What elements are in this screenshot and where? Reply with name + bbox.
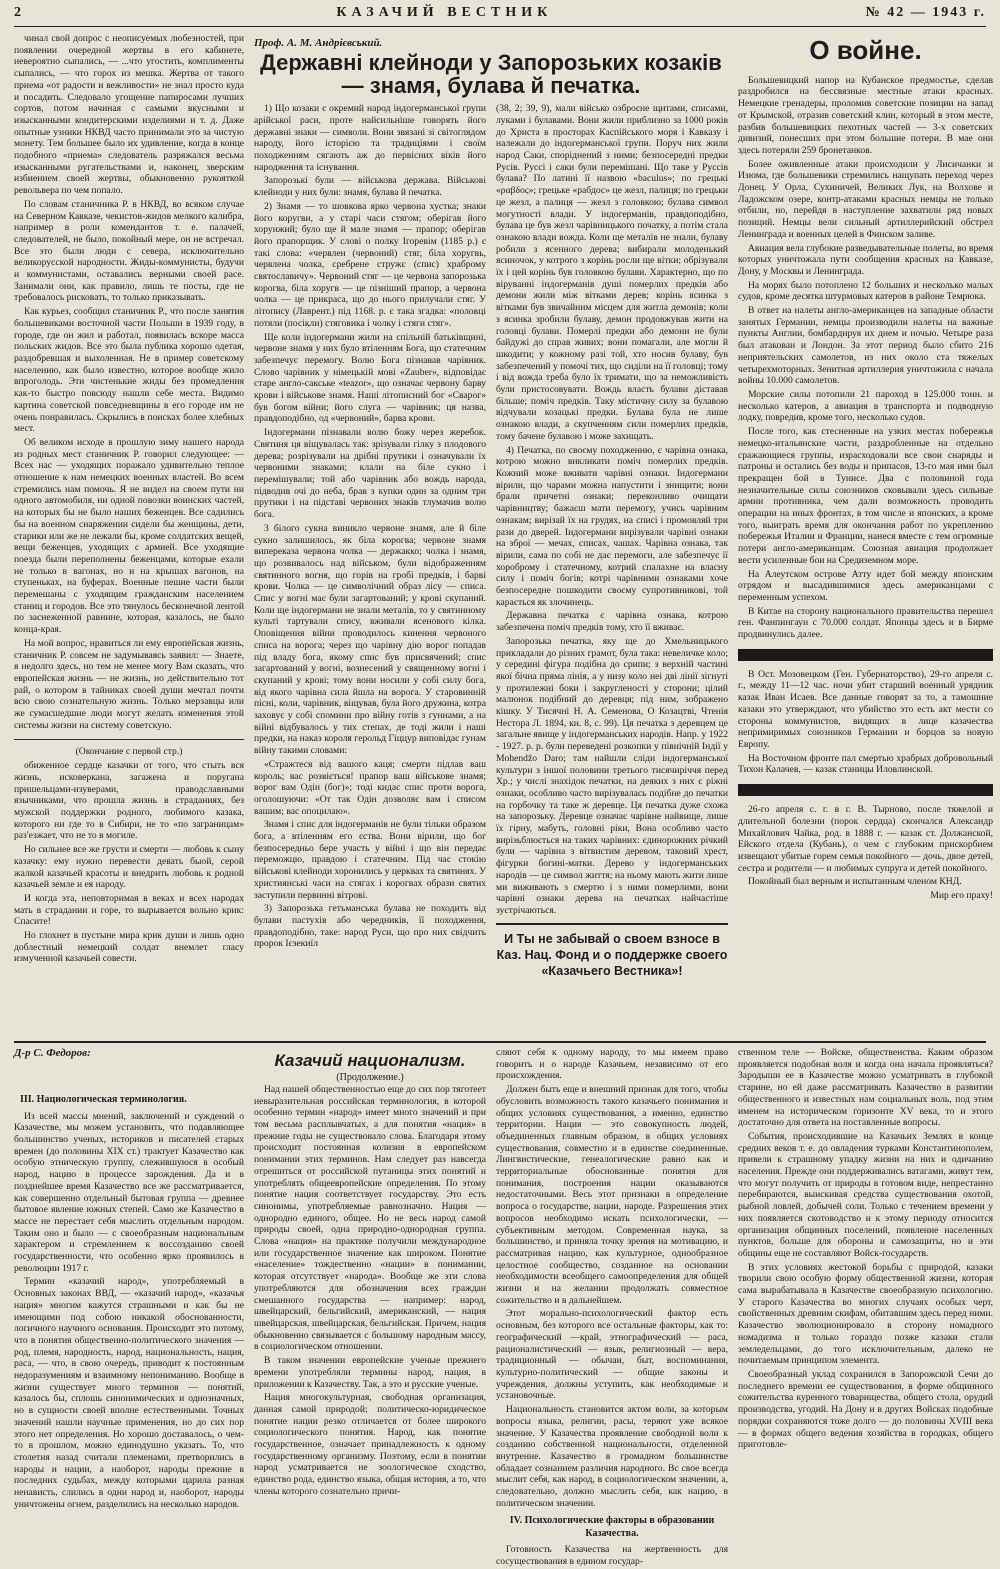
article-title: Казачий национализм.: [274, 1051, 466, 1070]
ukrainian-article: [254, 33, 728, 1033]
paragraph: 3) Запорозька гетьманська булава не походить від булави пастухів або чередників, її походження, правдоподібно, таке: народ Руси, що про них свідчить пророк Ієзекиїл: [254, 903, 486, 950]
paragraph: Национальность становится актом воли, за которым вопросы языка, религии, расы, теряют уже всякое значение. У Казачества проявление свободной воли к созданию собственной национальности, отделенной внутренне. Казачество в громадном большинстве обладает сознанием различия народного. Вс свое всегда мыслит себя, как народ, в социологическом значении, а, следовательно, должно мыслить себя, как нацию, в политическом значении.: [496, 1404, 728, 1509]
paragraph: Покойный был верным и испытанным членом КНД.: [748, 876, 962, 888]
newspaper-title: КАЗАЧИЙ ВЕСТНИК: [336, 5, 553, 20]
paragraph: События, происходившие на Казачьих Землях в конце средних веков т. е. до овладения турками Константинополем, привели к страшному упадку жизни на них и одичанию населения. Прежде они поддерживались ватагами, живут тем, что могут получить от природы в готовом виде, непрестанно перебираются, выискивая средства существования охотой, рыбной ловлей, добычей соли. Только с течением времени у них появляется скотоводство и к этому периоду относится организация общинных поселений, появление населенных пунктов, больше для обороны и самозащиты, но и эти общины еще не составляют Войск-государств.: [738, 1130, 993, 1259]
paragraph: Термин «казачий народ», употребляемый в Основных законах ВВД, — «казачий народ», «казачья нация» многим кажутся страшными и как бы не имеющими под собою никакой обоснованности, логичного научного основания. Происходит это потому, что в понятия общественно-политического значения — род, племя, народность, народ, национальность, нация, раса, — что, в свою очередь, приводит к постоянным недоразумениям и взаимному непониманию. Вообще в жизни существует много терминов — понятий, казалось бы, сплошь синонимических и однозначных, но в сущности своей вполне естественными. Точных значений нашли научные применения, но до сих пор этого нет определения. Но хорошо доставалось, о чем-то в прошлом, можно единодушно указать. То, что столетия назад считали племенами, претворились в народы и нации, а наоборот, народы прежние в последних судьбах, между которыми царила разная ненависть, слились в одни народ и, наоборот, народы уничтожены огнем, разделились на несколько народов.: [14, 1276, 244, 1510]
paragraph: В Китае на сторону национального правительства перешел ген. Фанпингаун с 70.000 солдат. Японцы здесь и в Бирме продвинулись далее.: [738, 605, 993, 641]
paragraph: Мир его праху!: [930, 890, 993, 902]
article-body: [254, 103, 728, 1033]
paragraph: Індогермани пізнавали волю божу через жеребок. Святиня ця віщувалась так: зрізували гілку з плодового дерева; розрізували на дрібні прутики і означували їх червоними знаками; клали на біле сукно і перемішували; той або чарівник або вождь народа, підводив очі до неба, брав з купки один за одним три прутики і на підставі червоних знаків тлумачив волю бога.: [254, 427, 486, 521]
section-heading: III. Нациологическая терминология.: [20, 1094, 187, 1106]
paragraph: Своеобразный уклад сохранился в Запорожской Сечи до последнего времени ее существования, в форме общинного сожительства куренного товарищества, общего стола, орудий производства, угодий. На Дону и в других Войсках подобные порядки сохраняются тоже долго — до половины XVIII века — в формах общего ведения хозяйства в городках, общего приготовле-: [738, 1368, 993, 1451]
paragraph: Запорозька печатка, яку ще до Хмельницького прикладали до різних грамот, була така: невеличке коло; у середині фігура подібна до срипи; з верхній частині якої бічна пряма лінія, а у низу коло неі дві лінії зігнуті у протилежні боки і закругленості у сторони; цілий малюнок подібний до деревця; під ним, зображено кішку. У Тисячні Н. А. Семенова, О Козацтві, Чтенія Нестора Л. 1894, кн. 8, с. 99). Ця печатка з деревцем це загальне явище у індогерманських народів. Напр. у 1922 - 1927. р. р. були переведені розкопки у північній Індії у Mohendžo Daro; там найшли сліди індогерманської культури з іншої половини третього тисячиріччя перед Хр.; у числі знахідок печатки, на деяких з них є ріжні ознаки, особливо часто вирізувалась подібне до печатки на горбочку та таке ж деревце. Ця печатка дуже схожа на запорозьку. Деревце означає чарівне найвище, лише їх гірну, мабуть, головні ріки, Вона особливо часто вирізьблюється на таких чарівних: єдинорожних річкий були — чарівна з вітвистим деревом, таковий хрест, фігурки богині-матки. Дерево у індогерманських народів — це символ життя; на ньому мають жити лише ми виживають з смертю і з ними померлими, вони чарівні ознаки дерева на печатках найчастіше зустрічаються.: [496, 635, 728, 916]
paragraph: обиженное сердце казачки от того, что стыть вся жизнь, исковеркана, загажена и поругана пришельцами-изуверами, праводславными язычниками, что прошла жизнь в страданиях, без мужской поддержки родного, любимого казака, которого ни где то в Сибири, не то «по заграницам» раз'езжает, что не то в могиле.: [14, 760, 244, 842]
paragraph: В этих условиях жестокой борьбы с природой, казаки творили свою особую форму общественной жизни, которая сама вырабатывала в Казачестве своеобразную психологию. У старого Казачества во многих случаях особых черт, свойственных древним скифам, обитавшим здесь перед ними. Казачество эволюционировало в сторону номадного номадизма и только гораздо позже казаки стали земледельцами, до того исключительным, далеко не почитаемым принципом элемента.: [738, 1261, 993, 1367]
column-1: [14, 33, 244, 1033]
donation-appeal: И Ты не забывай о своем взносе в Каз. Нац. Фонд и о поддержке своего «Казачьего Вестника»!: [496, 923, 728, 980]
paragraph: Большевицкий напор на Кубанское предмостье, сделав раздробился на бессвязные местные атаки красных. Немецкие гренадеры, проломив советские позиции на запад от Крымской, отразив советский клин, который в этом месте, разбив большевицких пехотных частей — 3-х советских дивизий, понесших при этом большие потери. В мае они здесь потеряли 259 бронетанков.: [738, 74, 993, 156]
paragraph: Должен быть еще и внешний признак для того, чтобы обусловить возможность такого казачьего понимания и общих условиях существования, а именно, единство территории. Нация — это совокупность людей, объединенных главным образом, в общих условиях существования, совместно и в единстве соединенные. Лингвистические, генеалогические равно как и территориальные обоснованные понятия для понимания, построения нации оказываются недостаточными. Весь этот признаки в определение вопроса о государстве, нации, народе. Разрешения этих вопросов необходимо искать психологически, — субъективным методом. Современная наука, за большинство, и приняла точку зрения на мотивацию, и рассматривая нацию, как культурное, однообразное целостное сообщество, созданное на основании необходимости всеобщего самоопределения для общей жизни и на желании продолжать совместное сожительство и в дальнейшем.: [496, 1084, 728, 1306]
paragraph: Этот морально-психологический фактор есть основным, без которого все остальные факторы, как то: географический —край, этнографический — раса, рационалистический — язык, религиозный — вера, традиционный — обычаи, быт, воспоминания, культурно-политический — общие законы и учреждения, должны уступить, как необходимые и установочные.: [496, 1308, 728, 1402]
paragraph: Готовность Казачества на жертвенность для сосуществования в едином государ-: [496, 1543, 728, 1567]
paragraph: В Ост. Мозовецком (Ген. Губернаторство), 29-го апреля с. г., между 11—12 час. ночи убит старший военный урядник казак Иван Исаев. Все данные говорят за то, а тамошние казаки это утверждают, что убийство это есть акт мести со стороны коммунистов, видящих в лице казачества непримиримых союзников Германии и борцов за новую Европу.: [738, 668, 993, 750]
issue-number: № 42 — 1943 г.: [865, 5, 986, 20]
column-4: [738, 33, 993, 1033]
article-author: Проф. А. М. Андрієвський.: [254, 37, 383, 49]
bottom-column-3: [496, 1047, 728, 1569]
paragraph: Над нашей общественностью еще до сих пор тяготеет невыразительная российская терминология, в которой особенно термин «народ» имеет много значений и при том весьма расплывчатых, а для понятия «нация» в прежние годы не существовало слова. Благодаря этому происходит постоянная колизия в европейском понимании этих терминов. Нам следует раз навсегда отрешиться от российской путаницы этих понятий и употреблять общеевропейские определения. По этому понятие нация соответствует государству. Это есть синонимы, употребляемые равнозначно. Нация — однородно единого, общее. Но не весь народ самой природы своей, одна природно-однородная группа. Слова «нация» на практике получили международное или государственное значение как широком. Понятие «население» тождественно «нации» в понимании, которая отсутствует «народа». Вообще же эти слова употребляются для обозначения всех граждан смешанного государства — например: народ, швейцарский, бельгийский, американский, — нация швейцарская, швейцарская, бельгийская. Причем, нация обыкновенно связывается с большому народным массу, в социологическом отношении.: [254, 1083, 486, 1353]
paragraph: Морские силы потопили 21 пароход в 125.000 тонн. и несколько катеров, а авиация в транспорта и подводную лодку, повредив, кроме того, несколько судов.: [738, 389, 993, 424]
paragraph: Из всей массы мнений, заключений и суждений о Казачестве, мы можем установить, что подавляющее большинство ученых, историков и писателей старых времен (до половины XIX ст.) трактует Казачество как особую этническую группу, слежившуюся в особый народ, нацию в процессе зарождения. Да и в позднейшее время Казачество все же рассматривается, как совершенно отдельный бытовая группа — древнее бытовое явление южных степей. Само же Казачество в массе не перестает себя мыслить отдельным народом. Таким оно и было — с своеобразным национальным характером и стремлением к воссозданию своей государственности, что особенно ярко проявилось в революции 1917 г.: [14, 1110, 244, 1274]
paragraph: 26-го апреля с. г. в г. В. Тырново, после тяжелой и длительной болезни (порок сердца) скончался Александр Михайлович Чайка, род. в 1888 г. — казак ст. Должанской, Ейского отдела (Кубань), о чем с глубоким прискорбием извещают убитые горем семья покойного — дочь, двое детей, сестра и родители — и любимых супруга и детей покойного.: [738, 804, 993, 874]
paragraph: После того, как стесненные на узких местах побережья немецко-итальянские части, раздробленные на отдельно сражающиеся группы, израсходовали все свои снаряды и патроны и остались без воды и припасов, 13-го мая ими был прекращен бой в Тунисе. Два с половиной года незначительные силы союзников сковывали здесь сильные армии противника, чем дали возможность проводить операции на иных фронтах, в том числе и японских, а кроме того, выиграть время для окончания работ по укреплению побережья Италии и Франции, нанеся вместе с тем огромные потери англо-американцам. Союзная авиация продолжает вести усиленные бои на Средиземном море.: [738, 426, 993, 566]
continuation-label: (Окончание с первой стр.): [75, 746, 183, 758]
bottom-section: [14, 1047, 993, 1567]
paragraph: сляют себя к одному народу, то мы имеем право говорить и о народе Казачьем, независимо от его происхождения.: [496, 1047, 728, 1082]
paragraph: ственном теле — Войске, общественства. Каким образом проявляется подобная воля и когда она начала проявляться? Зародыши ее в Казачестве можно усматривать в глубокой старине, но ей даже рассматривать Казачество в развитии общественного и известных нам социальных воль, под этим именем на историческом горизонте XV века, то и этого достаточно для ответа на поставленные вопросы.: [738, 1047, 993, 1129]
paragraph: На мой вопрос, нравиться ли ему европейская жизнь, станичник Р. совсем не задумываясь заявил: — Знаете, я недолго здесь, но тем не менее могу Вам сказать, что европейская жизнь — не жизнь, но действительно тот рай, о котором в тайниках своей души мечтал почти всю свою сознательную жизнь. Только мерзавцы или же сумасшедшие люди могут желать изменения этой системы жизни на систему советскую.: [14, 637, 244, 731]
paragraph: Державна печатка є чарівна ознака, котрою забезпечена поміч предків тому, хто її вживає.: [496, 610, 728, 634]
black-divider-bar: [738, 649, 993, 661]
paragraph: Об великом исходе в прошлую зиму нашего народа из родных мест станичник Р. говорил следующее: — Всех нас — уходящих поражало удивительно теплое отношение к нам немецких военных властей. Во всем стремились нам помочь. Я не видел на своем пути ни одного автомобиля, ни одной повозки воинских частей, на которых бы не было наших беженцев. Все садились бы на военном снаряжении сидели бы женщины, дети, старики или же не лежали бы, кроме солдатских вещей, вещи беженцев, уходящих с армией. Все уходящие поезда были переполнены беженцами, которые ехали не только в вагонах, но и на крышах вагонов, на ступеньках, на буферах. Военные пешие части были перемешаны с уходящим гражданским населением станиц и городов. Все это тянулось бесконечной лентой по заснеженной равнине, которая, казалось, не было конца-края.: [14, 436, 244, 636]
paragraph: И когда эта, неповторимая в веках и всех народах мать в страдании и горе, то вырывается вольно крик: Спасите!: [14, 892, 244, 928]
paragraph: Ще коли індогермани жили на спільній батьківщині, червоне знамя у них було втіленням Бога, що статечним забезпечує перемогу. Волю Бога пізнавав чарівник. Слово чарівник у німецькій мові «Zauber», відповідає старе англо-сакське «teazor», що означає червону барву крови і військове знамя. Наші літописний бог «Сварог» був богом війни; його слуга — чарівник; ця назва, правдоподібно, од «червоний», барва крови.: [254, 331, 486, 425]
paragraph: (38, 2; 39, 9), мали військо озброєне щитами, списами, луками і булавами. Вони жили приблизно за 1000 років до Христа в просторах Каспійського моря і Кавказу і належали до індогерманської групи. Поруч них жили народ Саки, споріднений з ними; безпосередні предки Русів. Руссі і саки були перемішані. Що таке у Руссів булава? По латині її назвою «baculus»; по грецькі «ραβδος»; грецьке «рабдос» це жезл, палиця; по грецьки це жезл, а палиця — жезл з головкою; булава символ могутності влади. У індогерманів, правдоподібно, булава це був жезл чарівницького початку, а потім стала ознакою влади вожда. Коли ще металів не знали, булаву робили з ясенного дерева; вибирали молоденький ясиночок, у котрого з корінь росли ще вітки; обрізували їх і цей корінь був головкою булави. Характерно, що по віруванні індогерманів душі померлих предків або демони жили між вітками дерев; корінь ясинка з вітками був звичайним місцем для житла демонів; коли з ясинка зробили булаву, демон продовжував жити на головці булави. Померлі предки або демони не були байдужі до справ живих; вони помагали, але могли й шкодити; у кожному разі той, хто носив булаву, був забезпечений у помочі тих, що сиділи на її головці; тому і від вожда треба було їх тримати, що за неможливість були пристосовувати. Вождь власть булави діставав більше; поміч предків. Таку містичну силу за булавою відчували козацькі предки. Булава була не лише ознакою влади, а скупченням сили померлих предків, тому бачене булавою і може захищать.: [496, 103, 728, 442]
paragraph: 1) Що козаки є окремий народ індогерманської групи арійської раси, проте найсильніше говорять його державні знаки — символи. Вони звязані зі світоглядом народу, його історією та традиціями і своїм походженням сягають аж до первісних віків його народження та існування.: [254, 103, 486, 173]
page-number: 2: [14, 5, 23, 20]
column-2: [254, 103, 486, 1033]
paragraph: По словам станичника Р. в НКВД, во всяком случае на Северном Кавказе, чекистов-жидов мелкого калибра, например в роли комендантов т. е. палачей, следователей, не было, покойный мере, он не встречал. Все это были люди с севера, исключительно великорусской народности. Жиды-коммунисты, будучи и коммунистами, оставались верными своей расе. Занимали они, как правило, лишь те посты, где не требовалось рисковать, то только приказывать.: [14, 198, 244, 304]
paragraph: 2) Знамя — то шовкова ярко червона хустка; знаки його коругви, а у старі часи стягом; оберігав його хорунжий; було ще й мале знамя — прапор; оберігав його прапорщик. У слові о полку Ігоревім (1185 р.) є такі слова: «червлен (червоний) стяг, біла хоругвь, червлена чолка, сребрене стружє (спис) храброму святославичу». Червоний стяг — це червона запорозька корогва, біла хоругв — це пізніший прапор, а червона чолка — це прикраса, що до нього прилучали стяг. У літопису (Лаврент.) під 1168. р. є така згадка: «половці потяли (посікли) стяговика і чолку і стяги стяг».: [254, 200, 486, 329]
bottom-column-4: [738, 1047, 993, 1569]
bottom-column-1: [14, 1047, 244, 1569]
running-head: [14, 0, 986, 27]
column-3: [496, 103, 728, 1033]
section-heading: IV. Психологические факторы в образовании Казачества.: [509, 1515, 715, 1539]
paragraph: Запорозькі були — військова держава. Військові клейноди у них були: знамя, булава й печатка.: [254, 175, 486, 199]
article-subtitle: (Продолжение.): [336, 1071, 404, 1083]
paragraph: Как курьез, сообщил станичник Р., что после занятия большевиками восточной части Польши в 1939 году, в городе, где он жил и работал, появилась вскоре масса польских жидов. Все это была публика хорошо одетая, раздобревшая и выхоленная. Не в пример советскому населению, как было известно, которое вообще жило впроголодь. Эти чистенькие жиды без промедления как-то быстро повсюду нашли себе места. Видимо картина советской повседневщины в его городе им не очень понравилась. Скрылись в поисках более хлебных мест.: [14, 306, 244, 435]
section-divider: [14, 1041, 986, 1043]
paragraph: Но глохнет в пустыне мира крик души и лишь одно доблестный немецкий солдат внемлет гласу измученной казачьей совести.: [14, 930, 244, 965]
paragraph: В ответ на налеты англо-американцев на западные области занятых Германии, немцы производили налеты на важные пункты Англии, бомбардируя их днем и ночью. Четыре раза был атакован и Лондон. За этот период было сбито 216 неприятельских самолетов, из них около ста тяжелых четырехмоторных. Зенитная артиллерия уничтожила с начала войны 10.000 самолетов.: [738, 305, 993, 387]
paragraph: В таком значении европейские ученые прежнего времени употребляли термины народ, нация, в приложении к Казачеству. Так, а это и русские ученые.: [254, 1355, 486, 1390]
paragraph: «Стражтеся від вашого каця; смерти підлав ваш король; вас розвіється! прапор ваш військове знамя; ворог вам Одін (бог)»; тоді кидає спис проти ворога, оголошуючи: «От так Одін дозволяє вам і списом вашим; вас опоцилаю».: [254, 758, 486, 817]
article-author: Д-р С. Федоров:: [14, 1047, 91, 1059]
paragraph: 3 білого сукна виникло червоне знамя, але й біле сукно залишилось, як біла корогва; червоне знамя випереказа червона чолка — держакко; чолка і знамя, що розвивалось над військом, були відображенням святинного вогня, що горів на гробі предків, і барві крови. Чолка — це символічний образ лісу — списа. Спис у вогні має були загартований; у крові скупаний. Коли ще індогермани не знали металів, то у святинному культі тартували спису, вживали ясенового кілка. Оповіщення війни проводилось кинення червоного списа на ворога; через що чарівну дію ворог попадав під владу бога, якому спис був присвячений; спис загартований у вогні, вознесений у священному вогні і скупаний у крові; тому вони носили у собі силу бога, від якого чарівна сила йшла на ворога. У старовинній пісні, коли, чарівник, віщував, була його дружина, котра заховує у собі спомини про війну готів з гуннами, а на війні відбувалось у тих степах, де тоді жили і наші предки, на наказ короля герольд Гіццур виповідає гунам війну такими словами:: [254, 522, 486, 757]
paragraph: На Восточном фронте пал смертью храбрых добровольный Тихон Калачев, — казак станицы Иловлинской.: [738, 752, 993, 776]
bottom-column-2: [254, 1047, 486, 1569]
paragraph: На морях было потоплено 12 больших и несколько малых судов, кроме десятка штурмовых катеров в районе Темрюка.: [738, 279, 993, 303]
paragraph: На Алеутском острове Атту идет бой между японским отрядом и высадившимися здесь американцами с переменным успехом.: [738, 568, 993, 603]
paragraph: Но сильнее все же грусти и смерти — любовь к сыну казачку: ему нужно перевести девать быой, серой жалкой казачьей красоты и внедрить любовь к родной казачьей земле и ея народу.: [14, 844, 244, 891]
war-news-title: О войне.: [809, 35, 922, 65]
top-section: [14, 33, 993, 1033]
paragraph: 4) Печатка, по своєму походженню, є чарівна ознака, котрою можно викликати поміч померлих предків. Кожний може вживати чарівні ознаки. Індогермани вірили, що чарами можна напустити і знищити; вони брали причетні ознаки; переконливо очищати чарівництву; бажаєш мати перемогу, учись чарівним ознакам; вирізай їх на грудях, на списі і промовляй три рази до дверей. Індогермани вирізували чарівні ознаки на зброї — мечах, списах, чашах. Чарівна ознака, так вірили, сама по собі не дає перемоги, але забезпечує її хороброму і статечному, котрий спалахне на власну силу і поміч богів; котрі чарівними ознаками хоче безпосередне пошкодити своєму супротивникові, той карається як злочинець.: [496, 444, 728, 608]
article-heading: [254, 1051, 486, 1084]
divider: [14, 739, 244, 740]
paragraph: Авиация вела глубокие разведывательные полеты, во время которых уничтожала пути сообщения красных на Кавказе, Дону, у Москвы и Ленинграда.: [738, 242, 993, 277]
paragraph: чинал свой допрос с неописуемых любезностей, при появлении очередной жертвы в его кабинете, невероятно сыпались, — ...что угостить, комплименты сыпались, — что горох из мешка. Жертва от такого приема «от радости и вежливости» не знал просто куда и посадить. Следовало угощение папиросами лучших сортов, потом начиная с самыми вкусными и изысканными кондитерскими изделиями и т. д. Даже опытные узники НКВД часто принимали это за чистую монету. Тем большее было их удивление, когда в конце подобного «приема» следователь разряжался весьма изысканными ругательствами и, наконец, зверским избиением своей жертвы, обыкновенно рукояткой револьвера по чем попало.: [14, 33, 244, 197]
paragraph: Более оживленные атаки происходили у Лисичанки и Изюма, где большевики стремились нащупать переход через Донец. У Орла, Сухиничей, Великих Лук, на Волхове и Ладожском озере, контр-атаками красных немцы не только отбили, но, перейдя в наступление захватили ряд новых позиций. Немцы вели сильный артиллерийский обстрел Ленинграда и военных целей в Финском заливе.: [738, 158, 993, 240]
paragraph: Нация многокультурная, свободная организация, данная самой природой; политическо-юридическое понятие нации резко отличается от более широкого социологического понятия. Народ, как понятие государственное, означает принадлежность к одному государственному организму. Поэтому, если в понятии народ усматривается не зоологическое сходство, единство рода, единство языка, общая история, а то, что члены которого сознательно причи-: [254, 1392, 486, 1497]
paragraph: Знамя і спис для індогерманів не були тільки образом бога, а втіленням его єства. Вони вірили, що бог безпосередньо бере участь у війні і що він передає переможцю, правдою і статечним. Під час стокію військові клейноди хоронились у церквах та святинях. У християнські часи на стягах і корогвах образи святих заступили первинні вітрові.: [254, 819, 486, 901]
article-headline: Державні клейноди у Запорозьких козаків — знамя, булава й печатка.: [260, 50, 722, 99]
black-divider-bar: [738, 784, 993, 796]
